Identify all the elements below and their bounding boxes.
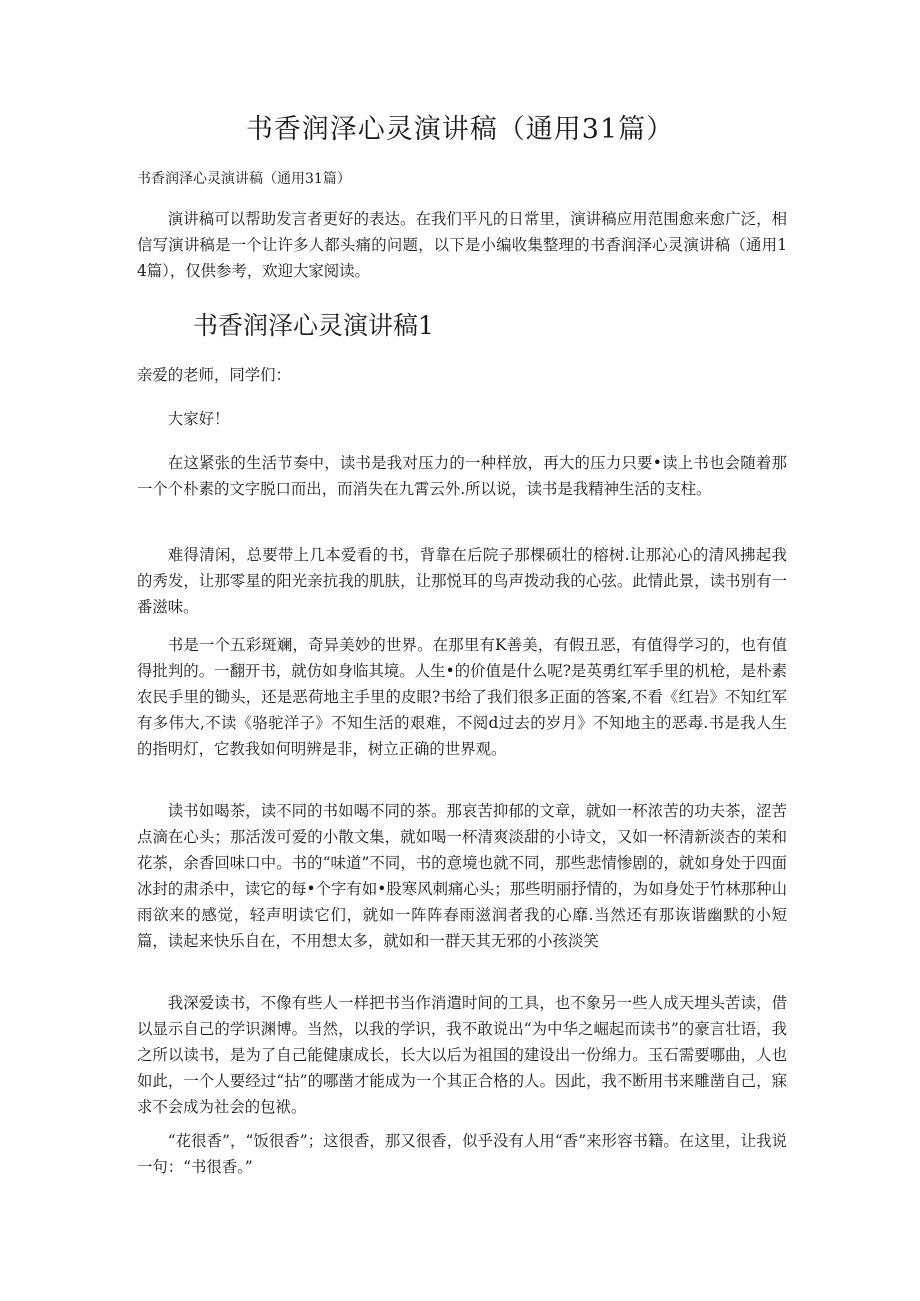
salutation: 亲爱的老师，同学们：	[137, 366, 291, 384]
body-paragraph: 难得清闲，总要带上几本爱看的书，背靠在后院子那棵硕壮的榕树.让那沁心的清风拂起我的秀发，让那零星的阳光亲抗我的肌肤，让那悦耳的鸟声拨动我的心弦。此情此景，读书别有一番滋味。	[137, 546, 787, 616]
section-heading: 书香润泽心灵演讲稿1	[193, 311, 434, 340]
body-paragraph: “花很香”，“饭很香”；这很香，那又很香，似乎没有人用“香”来形容书籍。在这里，让我说一句：“书很香。”	[137, 1132, 787, 1176]
body-paragraph: 在这紧张的生活节奏中，读书是我对压力的一种样放，再大的压力只要•读上书也会随着那一个个朴素的文字脱口而出，而消失在九霄云外.所以说，读书是我精神生活的支柱。	[137, 454, 787, 498]
body-paragraph: 我深爱读书，不像有些人一样把书当作消遣时间的工具，也不象另一些人成天埋头苦读，借以显示自己的学识渊博。当然，以我的学识，我不敢说出“为中华之崛起而读书”的豪言壮语，我之所以读书，是为了自己能健康成长，长大以后为祖国的建设出一份绵力。玉石需要哪曲，人也如此，一个人要经过“拈”的哪凿才能成为一个其正合格的人。因此，我不断用书来雕凿自己，寐求不会成为社会的包袱。	[137, 994, 787, 1116]
intro-paragraph: 演讲稿可以帮助发言者更好的表达。在我们平凡的日常里，演讲稿应用范围愈来愈广泛，相信写演讲稿是一个让许多人都头痛的问题，以下是小编收集整理的书香润泽心灵演讲稿（通用14篇），仅供参考，欢迎大家阅读。	[137, 210, 787, 280]
document-subtitle: 书香润泽心灵演讲稿（通用31篇）	[137, 171, 351, 187]
body-paragraph: 读书如喝茶，读不同的书如喝不同的茶。那哀苦抑郁的文章，就如一杯浓苦的功夫茶，涩苦点滴在心头；那活泼可爱的小散文集，就如喝一杯清爽淡甜的小诗文，又如一杯清新淡杏的茉和花茶，余香回味口中。书的“味道”不同，书的意境也就不同，那些悲情惨剧的，就如身处于四面冰封的肃杀中，读它的每•个字有如•股寒风刺痛心头；那些明丽抒情的，为如身处于竹林那种山雨欲来的感觉，轻声明读它们，就如一阵阵春雨滋润者我的心靡.当然还有那诙谐幽默的小短篇，读起来快乐自在，不用想太多，就如和一群天其无邪的小孩淡笑	[137, 802, 787, 950]
document-title: 书香润泽心灵演讲稿（通用31篇）	[245, 114, 675, 145]
body-paragraph: 书是一个五彩斑斓，奇异美妙的世界。在那里有K善美，有假丑恶，有值得学习的，也有值得批判的。一翻开书，就仿如身临其境。人生•的价值是什么呢?是英勇红军手里的机枪，是朴素农民手里的锄头，还是恶荷地主手里的皮眼?书给了我们很多正面的答案,不看《红岩》不知红军有多伟大,不读《骆驼洋子》不知生活的艰难，不阅d过去的岁月》不知地主的恶毒.书是我人生的指明灯，它教我如何明辨是非，树立正确的世界观。	[137, 636, 787, 758]
greeting: 大家好！	[167, 410, 230, 428]
